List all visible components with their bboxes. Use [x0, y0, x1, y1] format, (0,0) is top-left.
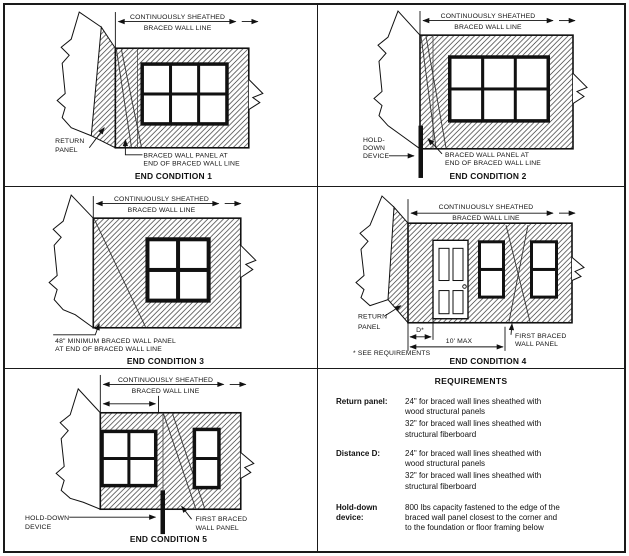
requirement-line: braced wall panel closest to the corner and	[405, 513, 558, 523]
panel-title: END CONDITION 4	[449, 355, 527, 366]
panel-end-condition-3	[5, 187, 318, 369]
wall-line-label-1: CONTINUOUSLY SHEATHED	[440, 13, 536, 21]
requirements-title: REQUIREMENTS	[434, 376, 508, 386]
return-wall-break-outline	[356, 196, 408, 323]
door-knob	[463, 285, 467, 289]
panel-title: END CONDITION 3	[126, 355, 205, 366]
panel-requirements	[318, 369, 624, 551]
first-panel-label-1: FIRST BRACED	[195, 516, 248, 524]
end-panel-label-1: BRACED WALL PANEL AT	[445, 151, 530, 159]
end-condition-3-diagram	[5, 187, 317, 368]
wall-line-label-1: CONTINUOUSLY SHEATHED	[130, 14, 226, 22]
first-panel-leader	[511, 324, 512, 335]
window-four-pane	[100, 430, 157, 488]
corner-wall-break-outline	[374, 11, 420, 149]
requirement-line: wood structural panels	[405, 407, 486, 417]
panel-title: END CONDITION 2	[449, 170, 527, 181]
corner-wall-break-outline	[56, 389, 100, 509]
return-panel-label-1: RETURN	[55, 137, 85, 145]
door	[433, 240, 468, 318]
wall-line-label-2: BRACED WALL LINE	[131, 387, 200, 395]
panel-end-condition-4	[318, 187, 624, 369]
wall-break-symbol	[241, 245, 256, 277]
requirement-label: Return panel:	[336, 397, 388, 406]
first-panel-label-2: WALL PANEL	[515, 340, 559, 348]
hold-down-label-3: DEVICE	[363, 152, 390, 160]
end-panel-label-2: END OF BRACED WALL LINE	[445, 159, 541, 167]
panel-title: END CONDITION 5	[129, 534, 208, 545]
requirement-label: Distance D:	[336, 449, 381, 458]
return-panel-label-2: PANEL	[55, 146, 78, 154]
window-two-pane-right	[530, 240, 558, 298]
window-six-pane	[140, 62, 228, 125]
wall-line-label-2: BRACED WALL LINE	[127, 207, 196, 215]
requirement-line: to the foundation or floor framing below	[405, 523, 544, 533]
return-panel-label-1: RETURN	[358, 313, 388, 321]
return-panel-label-2: PANEL	[358, 323, 381, 331]
dimension-d	[408, 319, 433, 351]
hold-down-label-1: HOLD-DOWN	[25, 515, 70, 523]
wall-line-label-2: BRACED WALL LINE	[452, 215, 520, 223]
requirement-line: 32" for braced wall lines sheathed with	[405, 419, 542, 429]
panel-title: END CONDITION 1	[134, 170, 213, 181]
end-condition-5-diagram	[5, 369, 317, 551]
requirement-line: 32" for braced wall lines sheathed with	[405, 471, 542, 481]
window-four-pane	[145, 237, 210, 302]
requirement-line: 800 lbs capacity fastened to the edge of the	[405, 503, 560, 512]
end-condition-1-diagram	[5, 5, 317, 186]
dimension-d-label: D*	[416, 326, 424, 334]
hold-down-label-1: HOLD-	[363, 136, 385, 144]
wall-line-label-2: BRACED WALL LINE	[143, 25, 212, 33]
window-two-pane	[193, 428, 221, 490]
wall-break-symbol	[249, 79, 263, 109]
end-panel-label-1: BRACED WALL PANEL AT	[143, 152, 228, 160]
requirement-line: structural fiberboard	[405, 481, 477, 491]
hold-down-label-2: DEVICE	[25, 524, 52, 532]
requirements-block	[318, 369, 624, 551]
window-six-pane	[448, 55, 550, 122]
corner-wall-break-outline	[49, 195, 93, 328]
requirement-label: Hold-down device:	[336, 503, 378, 523]
panel-end-condition-2	[318, 5, 624, 187]
requirement-line: wood structural panels	[405, 459, 486, 469]
end-condition-4-diagram	[318, 187, 624, 368]
figure-grid	[3, 3, 626, 553]
dimension-panel-width	[103, 396, 158, 413]
hold-down-label-2: DOWN	[363, 144, 386, 152]
panel-end-condition-1	[5, 5, 318, 187]
wall-line-label-1: CONTINUOUSLY SHEATHED	[113, 196, 210, 204]
panel-end-condition-5	[5, 369, 318, 551]
end-panel-label-2: AT END OF BRACED WALL LINE	[55, 345, 162, 353]
wall-break-symbol	[572, 257, 584, 280]
dimension-10-max-label: 10' MAX	[445, 337, 473, 345]
wall-break-symbol	[573, 73, 587, 103]
wall-break-symbol	[241, 453, 254, 479]
wall-line-label-1: CONTINUOUSLY SHEATHED	[438, 204, 534, 212]
requirement-line: 24" for braced wall lines sheathed with	[405, 449, 542, 458]
end-condition-2-diagram	[318, 5, 624, 186]
end-panel-label-1: 48" MINIMUM BRACED WALL PANEL	[55, 337, 176, 345]
end-panel-label-2: END OF BRACED WALL LINE	[143, 160, 240, 168]
hold-down-device	[160, 490, 165, 534]
hold-down-device	[419, 126, 424, 178]
window-two-pane-left	[478, 240, 505, 298]
requirement-line: 24" for braced wall lines sheathed with	[405, 397, 542, 406]
wall-line-label-2: BRACED WALL LINE	[454, 24, 522, 32]
wall-line-label-1: CONTINUOUSLY SHEATHED	[117, 376, 214, 384]
requirement-line: structural fiberboard	[405, 429, 477, 439]
first-panel-label-2: WALL PANEL	[195, 525, 239, 533]
first-panel-label-1: FIRST BRACED	[515, 332, 567, 340]
return-wall-break-outline	[57, 12, 115, 148]
see-requirements-note: * SEE REQUIREMENTS	[353, 349, 431, 357]
